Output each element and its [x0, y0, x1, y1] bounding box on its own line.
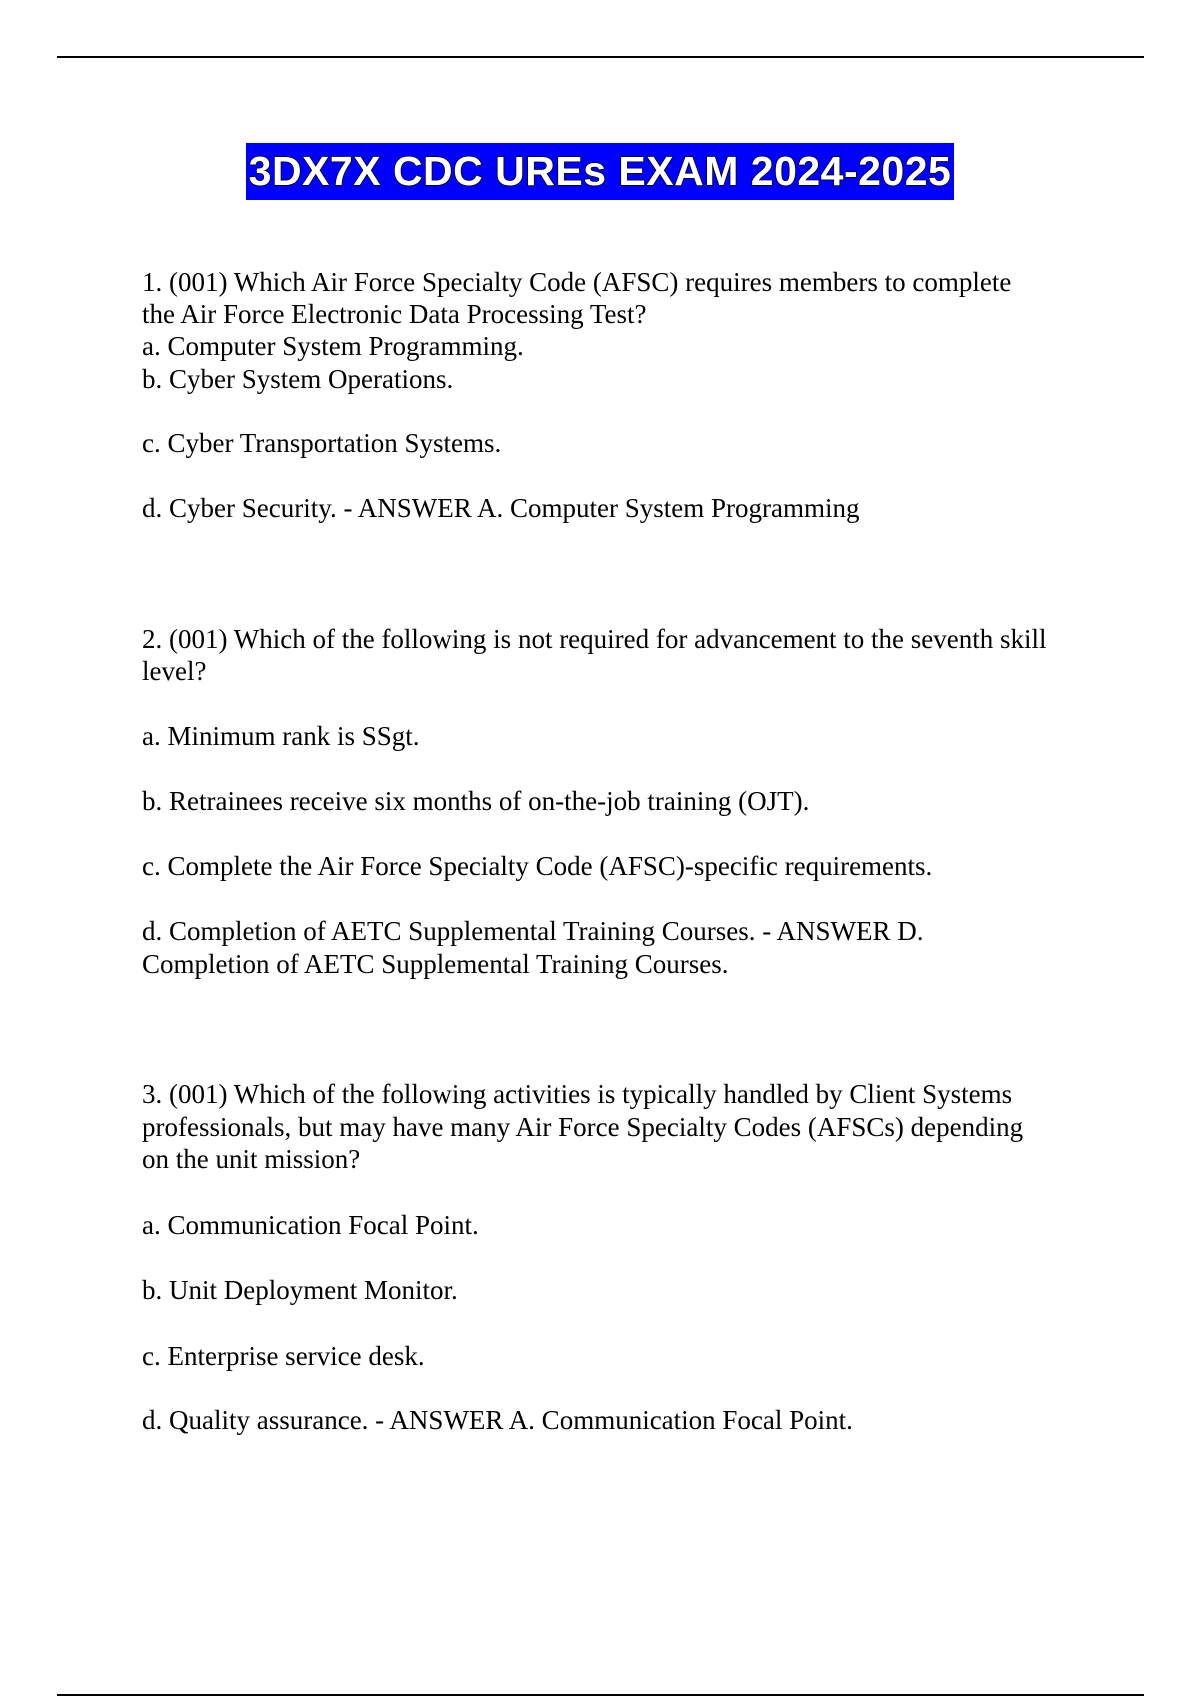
q2-prompt-line-1: 2. (001) Which of the following is not required for advancement to the seventh skill: [142, 624, 1047, 654]
q2-option-b: b. Retrainees receive six months of on-the-job training (OJT).: [142, 786, 810, 816]
q2-prompt-line-2: level?: [142, 656, 207, 686]
q1-option-b: b. Cyber System Operations.: [142, 364, 454, 394]
q3-prompt-line-3: on the unit mission?: [142, 1144, 361, 1174]
q3-option-b: b. Unit Deployment Monitor.: [142, 1275, 458, 1305]
q2-option-c: c. Complete the Air Force Specialty Code (AFSC)-specific requirements.: [142, 851, 933, 881]
q1-prompt-line-1: 1. (001) Which Air Force Specialty Code (AFSC) requires members to complete: [142, 267, 1012, 297]
q2-option-d-answer-line-1: d. Completion of AETC Supplemental Training Courses. - ANSWER D.: [142, 916, 924, 946]
top-rule: [57, 56, 1144, 58]
q3-prompt-line-1: 3. (001) Which of the following activities is typically handled by Client Systems: [142, 1079, 1013, 1109]
q2-option-d-answer-line-2: Completion of AETC Supplemental Training Courses.: [142, 949, 729, 979]
q3-option-d-answer: d. Quality assurance. - ANSWER A. Communication Focal Point.: [142, 1405, 853, 1435]
q3-option-c: c. Enterprise service desk.: [142, 1341, 425, 1371]
q2-option-a: a. Minimum rank is SSgt.: [142, 721, 420, 751]
document-title: 3DX7X CDC UREs EXAM 2024-2025: [246, 143, 955, 200]
q3-option-a: a. Communication Focal Point.: [142, 1210, 479, 1240]
title-container: [0, 143, 1200, 200]
q1-option-c: c. Cyber Transportation Systems.: [142, 428, 502, 458]
bottom-rule: [57, 1694, 1144, 1696]
q1-option-d-answer: d. Cyber Security. - ANSWER A. Computer System Programming: [142, 493, 860, 523]
q1-option-a: a. Computer System Programming.: [142, 331, 524, 361]
q3-prompt-line-2: professionals, but may have many Air Force Specialty Codes (AFSCs) depending: [142, 1112, 1024, 1142]
q1-prompt-line-2: the Air Force Electronic Data Processing Test?: [142, 299, 647, 329]
